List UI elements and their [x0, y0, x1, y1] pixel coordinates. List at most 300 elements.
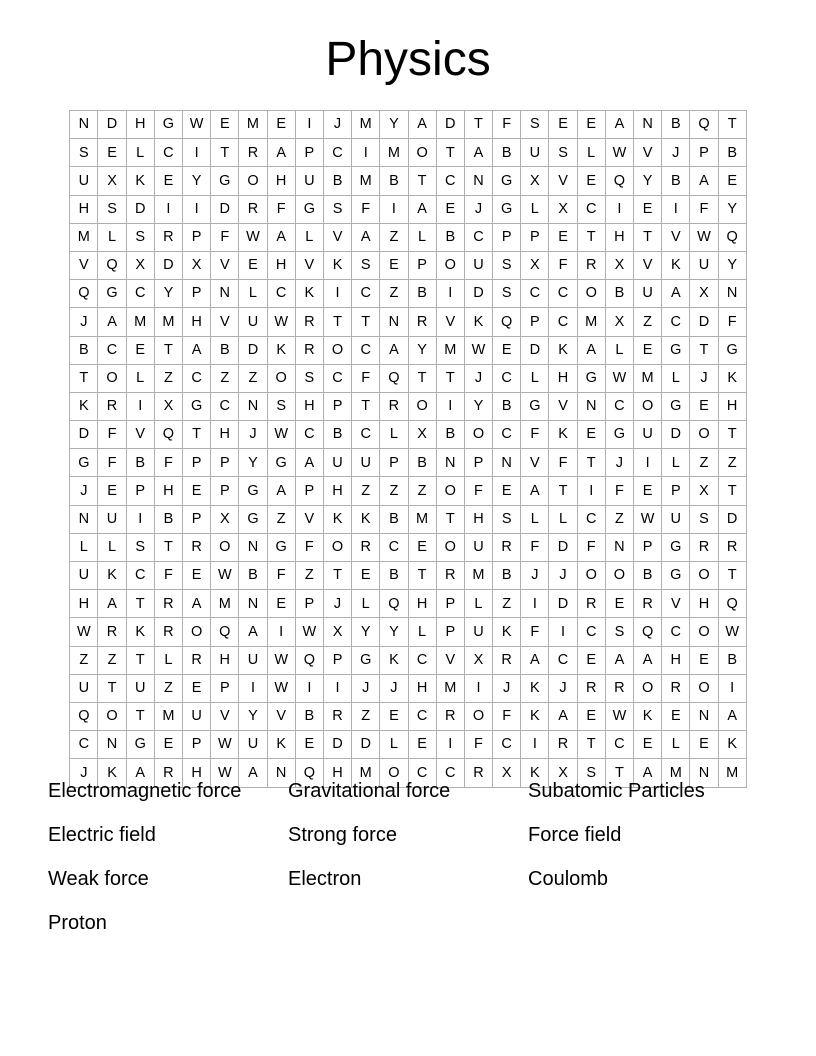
grid-cell[interactable]: T — [690, 336, 718, 364]
grid-cell[interactable]: L — [549, 505, 577, 533]
grid-cell[interactable]: C — [549, 280, 577, 308]
grid-cell[interactable]: C — [352, 336, 380, 364]
grid-cell[interactable]: O — [408, 392, 436, 420]
grid-cell[interactable]: H — [408, 674, 436, 702]
grid-cell[interactable]: E — [690, 392, 718, 420]
grid-cell[interactable]: S — [267, 392, 295, 420]
grid-cell[interactable]: V — [295, 251, 323, 279]
word-list-item[interactable]: Electromagnetic force — [48, 780, 242, 802]
grid-cell[interactable]: A — [634, 759, 662, 787]
grid-cell[interactable]: E — [549, 111, 577, 139]
grid-cell[interactable]: N — [70, 505, 98, 533]
grid-cell[interactable]: Z — [70, 646, 98, 674]
grid-cell[interactable]: M — [380, 139, 408, 167]
grid-cell[interactable]: A — [464, 139, 492, 167]
grid-cell[interactable]: K — [267, 731, 295, 759]
grid-cell[interactable]: K — [493, 618, 521, 646]
grid-cell[interactable]: Q — [718, 223, 746, 251]
grid-cell[interactable]: A — [605, 646, 633, 674]
grid-cell[interactable]: O — [436, 533, 464, 561]
grid-cell[interactable]: U — [352, 449, 380, 477]
grid-cell[interactable]: H — [690, 590, 718, 618]
grid-cell[interactable]: H — [662, 646, 690, 674]
grid-cell[interactable]: C — [126, 280, 154, 308]
grid-cell[interactable]: W — [70, 618, 98, 646]
grid-cell[interactable]: L — [577, 139, 605, 167]
grid-cell[interactable]: R — [380, 392, 408, 420]
grid-cell[interactable]: M — [70, 223, 98, 251]
grid-cell[interactable]: I — [239, 674, 267, 702]
grid-cell[interactable]: B — [323, 167, 351, 195]
grid-cell[interactable]: O — [436, 251, 464, 279]
grid-cell[interactable]: A — [605, 111, 633, 139]
grid-cell[interactable]: O — [380, 759, 408, 787]
grid-cell[interactable]: T — [408, 364, 436, 392]
grid-cell[interactable]: U — [239, 646, 267, 674]
grid-cell[interactable]: A — [126, 759, 154, 787]
grid-cell[interactable]: N — [70, 111, 98, 139]
grid-cell[interactable]: V — [634, 139, 662, 167]
grid-cell[interactable]: L — [662, 364, 690, 392]
grid-cell[interactable]: G — [154, 111, 182, 139]
grid-cell[interactable]: B — [239, 562, 267, 590]
grid-cell[interactable]: Z — [267, 505, 295, 533]
grid-cell[interactable]: X — [690, 477, 718, 505]
grid-cell[interactable]: J — [662, 139, 690, 167]
grid-cell[interactable]: C — [436, 759, 464, 787]
grid-cell[interactable]: P — [183, 731, 211, 759]
grid-cell[interactable]: W — [718, 618, 746, 646]
grid-cell[interactable]: G — [662, 533, 690, 561]
grid-cell[interactable]: N — [267, 759, 295, 787]
grid-cell[interactable]: R — [436, 562, 464, 590]
grid-cell[interactable]: A — [183, 336, 211, 364]
grid-cell[interactable]: I — [183, 195, 211, 223]
grid-cell[interactable]: S — [605, 618, 633, 646]
grid-cell[interactable]: C — [493, 421, 521, 449]
grid-cell[interactable]: P — [183, 280, 211, 308]
grid-cell[interactable]: F — [154, 449, 182, 477]
grid-cell[interactable]: E — [577, 167, 605, 195]
grid-cell[interactable]: D — [436, 111, 464, 139]
grid-cell[interactable]: E — [211, 111, 239, 139]
grid-cell[interactable]: G — [98, 280, 126, 308]
grid-cell[interactable]: C — [577, 618, 605, 646]
grid-cell[interactable]: U — [70, 674, 98, 702]
grid-cell[interactable]: X — [464, 646, 492, 674]
grid-cell[interactable]: K — [295, 280, 323, 308]
grid-cell[interactable]: Z — [718, 449, 746, 477]
grid-cell[interactable]: W — [211, 759, 239, 787]
grid-cell[interactable]: K — [352, 505, 380, 533]
grid-cell[interactable]: D — [690, 308, 718, 336]
grid-cell[interactable]: Y — [183, 167, 211, 195]
grid-cell[interactable]: I — [605, 195, 633, 223]
grid-cell[interactable]: M — [154, 702, 182, 730]
grid-cell[interactable]: X — [408, 421, 436, 449]
grid-cell[interactable]: K — [549, 421, 577, 449]
grid-cell[interactable]: B — [408, 449, 436, 477]
grid-cell[interactable]: R — [239, 139, 267, 167]
grid-cell[interactable]: D — [211, 195, 239, 223]
grid-cell[interactable]: L — [154, 646, 182, 674]
grid-cell[interactable]: T — [549, 477, 577, 505]
word-list-item[interactable]: Gravitational force — [288, 780, 451, 802]
grid-cell[interactable]: R — [183, 646, 211, 674]
grid-cell[interactable]: R — [183, 533, 211, 561]
grid-cell[interactable]: W — [211, 731, 239, 759]
grid-cell[interactable]: S — [493, 280, 521, 308]
grid-cell[interactable]: H — [323, 477, 351, 505]
grid-cell[interactable]: A — [267, 477, 295, 505]
grid-cell[interactable]: C — [408, 702, 436, 730]
grid-cell[interactable]: D — [718, 505, 746, 533]
grid-cell[interactable]: Q — [380, 590, 408, 618]
grid-cell[interactable]: Q — [380, 364, 408, 392]
grid-cell[interactable]: W — [239, 223, 267, 251]
grid-cell[interactable]: C — [549, 646, 577, 674]
grid-cell[interactable]: R — [154, 618, 182, 646]
grid-cell[interactable]: D — [352, 731, 380, 759]
grid-cell[interactable]: W — [183, 111, 211, 139]
grid-cell[interactable]: I — [323, 280, 351, 308]
grid-cell[interactable]: Z — [380, 280, 408, 308]
grid-cell[interactable]: L — [126, 139, 154, 167]
grid-cell[interactable]: X — [183, 251, 211, 279]
grid-cell[interactable]: G — [183, 392, 211, 420]
grid-cell[interactable]: R — [605, 674, 633, 702]
grid-cell[interactable]: C — [577, 195, 605, 223]
grid-cell[interactable]: F — [464, 731, 492, 759]
grid-cell[interactable]: V — [549, 392, 577, 420]
grid-cell[interactable]: L — [98, 533, 126, 561]
grid-cell[interactable]: E — [154, 167, 182, 195]
grid-cell[interactable]: T — [605, 759, 633, 787]
grid-cell[interactable]: K — [718, 364, 746, 392]
grid-cell[interactable]: N — [605, 533, 633, 561]
grid-cell[interactable]: E — [634, 731, 662, 759]
word-list-item[interactable]: Subatomic Particles — [528, 780, 705, 802]
grid-cell[interactable]: E — [183, 674, 211, 702]
grid-cell[interactable]: G — [521, 392, 549, 420]
grid-cell[interactable]: W — [464, 336, 492, 364]
grid-cell[interactable]: Q — [70, 702, 98, 730]
grid-cell[interactable]: W — [267, 674, 295, 702]
grid-cell[interactable]: D — [549, 590, 577, 618]
grid-cell[interactable]: P — [436, 618, 464, 646]
grid-cell[interactable]: Y — [380, 111, 408, 139]
grid-cell[interactable]: F — [577, 533, 605, 561]
grid-cell[interactable]: W — [267, 308, 295, 336]
grid-cell[interactable]: J — [323, 590, 351, 618]
grid-cell[interactable]: Z — [352, 477, 380, 505]
grid-cell[interactable]: G — [239, 505, 267, 533]
grid-cell[interactable]: K — [70, 392, 98, 420]
grid-cell[interactable]: U — [464, 618, 492, 646]
grid-cell[interactable]: E — [239, 251, 267, 279]
grid-cell[interactable]: T — [126, 646, 154, 674]
grid-cell[interactable]: P — [211, 674, 239, 702]
grid-cell[interactable]: Q — [295, 759, 323, 787]
grid-cell[interactable]: R — [295, 308, 323, 336]
grid-cell[interactable]: O — [98, 364, 126, 392]
grid-cell[interactable]: K — [323, 251, 351, 279]
grid-cell[interactable]: F — [464, 477, 492, 505]
grid-cell[interactable]: F — [98, 449, 126, 477]
grid-cell[interactable]: L — [521, 364, 549, 392]
grid-cell[interactable]: G — [662, 392, 690, 420]
grid-cell[interactable]: R — [98, 618, 126, 646]
grid-cell[interactable]: E — [352, 562, 380, 590]
grid-cell[interactable]: Z — [493, 590, 521, 618]
grid-cell[interactable]: H — [549, 364, 577, 392]
grid-cell[interactable]: O — [605, 562, 633, 590]
grid-cell[interactable]: H — [605, 223, 633, 251]
grid-cell[interactable]: E — [436, 195, 464, 223]
grid-cell[interactable]: F — [493, 111, 521, 139]
grid-cell[interactable]: V — [70, 251, 98, 279]
grid-cell[interactable]: W — [295, 618, 323, 646]
grid-cell[interactable]: G — [295, 195, 323, 223]
grid-cell[interactable]: X — [323, 618, 351, 646]
grid-cell[interactable]: R — [98, 392, 126, 420]
grid-cell[interactable]: T — [352, 392, 380, 420]
grid-cell[interactable]: V — [521, 449, 549, 477]
grid-cell[interactable]: W — [605, 702, 633, 730]
grid-cell[interactable]: C — [662, 618, 690, 646]
grid-cell[interactable]: F — [211, 223, 239, 251]
grid-cell[interactable]: I — [464, 674, 492, 702]
grid-cell[interactable]: S — [493, 505, 521, 533]
grid-cell[interactable]: X — [154, 392, 182, 420]
grid-cell[interactable]: R — [154, 759, 182, 787]
grid-cell[interactable]: C — [154, 139, 182, 167]
grid-cell[interactable]: V — [634, 251, 662, 279]
grid-cell[interactable]: P — [183, 505, 211, 533]
grid-cell[interactable]: B — [493, 562, 521, 590]
grid-cell[interactable]: T — [436, 505, 464, 533]
grid-cell[interactable]: Z — [98, 646, 126, 674]
grid-cell[interactable]: J — [70, 759, 98, 787]
grid-cell[interactable]: O — [464, 421, 492, 449]
grid-cell[interactable]: C — [408, 646, 436, 674]
grid-cell[interactable]: E — [267, 590, 295, 618]
grid-cell[interactable]: X — [549, 195, 577, 223]
grid-cell[interactable]: E — [634, 477, 662, 505]
grid-cell[interactable]: H — [211, 646, 239, 674]
grid-cell[interactable]: I — [436, 280, 464, 308]
grid-cell[interactable]: K — [380, 646, 408, 674]
grid-cell[interactable]: V — [323, 223, 351, 251]
grid-cell[interactable]: N — [239, 392, 267, 420]
grid-cell[interactable]: R — [690, 533, 718, 561]
grid-cell[interactable]: A — [267, 223, 295, 251]
grid-cell[interactable]: R — [295, 336, 323, 364]
grid-cell[interactable]: A — [239, 618, 267, 646]
grid-cell[interactable]: I — [662, 195, 690, 223]
grid-cell[interactable]: A — [380, 336, 408, 364]
grid-cell[interactable]: T — [718, 562, 746, 590]
grid-cell[interactable]: P — [662, 477, 690, 505]
grid-cell[interactable]: G — [605, 421, 633, 449]
grid-cell[interactable]: X — [605, 308, 633, 336]
grid-cell[interactable]: N — [493, 449, 521, 477]
grid-cell[interactable]: W — [690, 223, 718, 251]
grid-cell[interactable]: I — [521, 590, 549, 618]
grid-cell[interactable]: G — [493, 167, 521, 195]
grid-cell[interactable]: W — [605, 139, 633, 167]
grid-cell[interactable]: B — [380, 505, 408, 533]
grid-cell[interactable]: G — [70, 449, 98, 477]
grid-cell[interactable]: T — [634, 223, 662, 251]
grid-cell[interactable]: W — [267, 421, 295, 449]
grid-cell[interactable]: U — [70, 562, 98, 590]
grid-cell[interactable]: W — [634, 505, 662, 533]
grid-cell[interactable]: U — [690, 251, 718, 279]
grid-cell[interactable]: R — [634, 590, 662, 618]
grid-cell[interactable]: J — [323, 111, 351, 139]
grid-cell[interactable]: C — [323, 364, 351, 392]
grid-cell[interactable]: P — [295, 139, 323, 167]
grid-cell[interactable]: S — [295, 364, 323, 392]
grid-cell[interactable]: L — [521, 505, 549, 533]
grid-cell[interactable]: I — [380, 195, 408, 223]
grid-cell[interactable]: K — [126, 167, 154, 195]
grid-cell[interactable]: U — [521, 139, 549, 167]
grid-cell[interactable]: P — [493, 223, 521, 251]
grid-cell[interactable]: R — [464, 759, 492, 787]
grid-cell[interactable]: L — [662, 731, 690, 759]
grid-cell[interactable]: B — [718, 139, 746, 167]
grid-cell[interactable]: Y — [380, 618, 408, 646]
grid-cell[interactable]: J — [521, 562, 549, 590]
grid-cell[interactable]: V — [549, 167, 577, 195]
grid-cell[interactable]: V — [295, 505, 323, 533]
grid-cell[interactable]: I — [183, 139, 211, 167]
grid-cell[interactable]: D — [464, 280, 492, 308]
grid-cell[interactable]: O — [323, 533, 351, 561]
grid-cell[interactable]: B — [380, 167, 408, 195]
grid-cell[interactable]: X — [98, 167, 126, 195]
grid-cell[interactable]: G — [126, 731, 154, 759]
grid-cell[interactable]: H — [718, 392, 746, 420]
grid-cell[interactable]: U — [70, 167, 98, 195]
word-list-item[interactable]: Strong force — [288, 824, 397, 846]
grid-cell[interactable]: Q — [605, 167, 633, 195]
grid-cell[interactable]: T — [436, 139, 464, 167]
grid-cell[interactable]: M — [634, 364, 662, 392]
grid-cell[interactable]: D — [549, 533, 577, 561]
grid-cell[interactable]: T — [577, 449, 605, 477]
grid-cell[interactable]: M — [464, 562, 492, 590]
grid-cell[interactable]: N — [690, 702, 718, 730]
grid-cell[interactable]: N — [211, 280, 239, 308]
grid-cell[interactable]: A — [352, 223, 380, 251]
grid-cell[interactable]: H — [295, 392, 323, 420]
grid-cell[interactable]: T — [154, 533, 182, 561]
grid-cell[interactable]: L — [521, 195, 549, 223]
grid-cell[interactable]: Y — [634, 167, 662, 195]
grid-cell[interactable]: M — [239, 111, 267, 139]
grid-cell[interactable]: E — [408, 731, 436, 759]
grid-cell[interactable]: D — [239, 336, 267, 364]
grid-cell[interactable]: H — [408, 590, 436, 618]
grid-cell[interactable]: T — [126, 702, 154, 730]
grid-cell[interactable]: X — [211, 505, 239, 533]
grid-cell[interactable]: G — [239, 477, 267, 505]
grid-cell[interactable]: Z — [295, 562, 323, 590]
grid-cell[interactable]: O — [690, 618, 718, 646]
grid-cell[interactable]: O — [98, 702, 126, 730]
grid-cell[interactable]: O — [690, 421, 718, 449]
grid-cell[interactable]: B — [380, 562, 408, 590]
grid-cell[interactable]: X — [690, 280, 718, 308]
grid-cell[interactable]: U — [464, 533, 492, 561]
grid-cell[interactable]: B — [295, 702, 323, 730]
grid-cell[interactable]: B — [605, 280, 633, 308]
grid-cell[interactable]: X — [493, 759, 521, 787]
word-list-item[interactable]: Electric field — [48, 824, 156, 846]
grid-cell[interactable]: E — [690, 731, 718, 759]
grid-cell[interactable]: N — [98, 731, 126, 759]
grid-cell[interactable]: T — [408, 562, 436, 590]
grid-cell[interactable]: E — [718, 167, 746, 195]
grid-cell[interactable]: F — [98, 421, 126, 449]
grid-cell[interactable]: V — [436, 646, 464, 674]
grid-cell[interactable]: Q — [154, 421, 182, 449]
grid-cell[interactable]: C — [436, 167, 464, 195]
grid-cell[interactable]: B — [436, 421, 464, 449]
grid-cell[interactable]: X — [126, 251, 154, 279]
grid-cell[interactable]: B — [662, 111, 690, 139]
grid-cell[interactable]: O — [464, 702, 492, 730]
grid-cell[interactable]: G — [662, 336, 690, 364]
grid-cell[interactable]: L — [662, 449, 690, 477]
grid-cell[interactable]: O — [634, 674, 662, 702]
grid-cell[interactable]: K — [323, 505, 351, 533]
grid-cell[interactable]: J — [549, 674, 577, 702]
grid-cell[interactable]: E — [577, 111, 605, 139]
grid-cell[interactable]: V — [662, 590, 690, 618]
grid-cell[interactable]: V — [436, 308, 464, 336]
grid-cell[interactable]: H — [211, 421, 239, 449]
grid-cell[interactable]: Z — [211, 364, 239, 392]
grid-cell[interactable]: B — [718, 646, 746, 674]
grid-cell[interactable]: B — [634, 562, 662, 590]
grid-cell[interactable]: K — [98, 759, 126, 787]
word-list-item[interactable]: Proton — [48, 912, 107, 934]
grid-cell[interactable]: B — [323, 421, 351, 449]
grid-cell[interactable]: N — [239, 533, 267, 561]
grid-cell[interactable]: R — [662, 674, 690, 702]
grid-cell[interactable]: R — [436, 702, 464, 730]
grid-cell[interactable]: U — [126, 674, 154, 702]
grid-cell[interactable]: B — [126, 449, 154, 477]
grid-cell[interactable]: E — [493, 336, 521, 364]
grid-cell[interactable]: Q — [493, 308, 521, 336]
grid-cell[interactable]: A — [267, 139, 295, 167]
grid-cell[interactable]: O — [267, 364, 295, 392]
grid-cell[interactable]: Y — [718, 251, 746, 279]
grid-cell[interactable]: R — [549, 731, 577, 759]
grid-cell[interactable]: A — [690, 167, 718, 195]
grid-cell[interactable]: E — [380, 702, 408, 730]
grid-cell[interactable]: S — [493, 251, 521, 279]
grid-cell[interactable]: L — [98, 223, 126, 251]
grid-cell[interactable]: K — [267, 336, 295, 364]
grid-cell[interactable]: T — [464, 111, 492, 139]
grid-cell[interactable]: R — [323, 702, 351, 730]
